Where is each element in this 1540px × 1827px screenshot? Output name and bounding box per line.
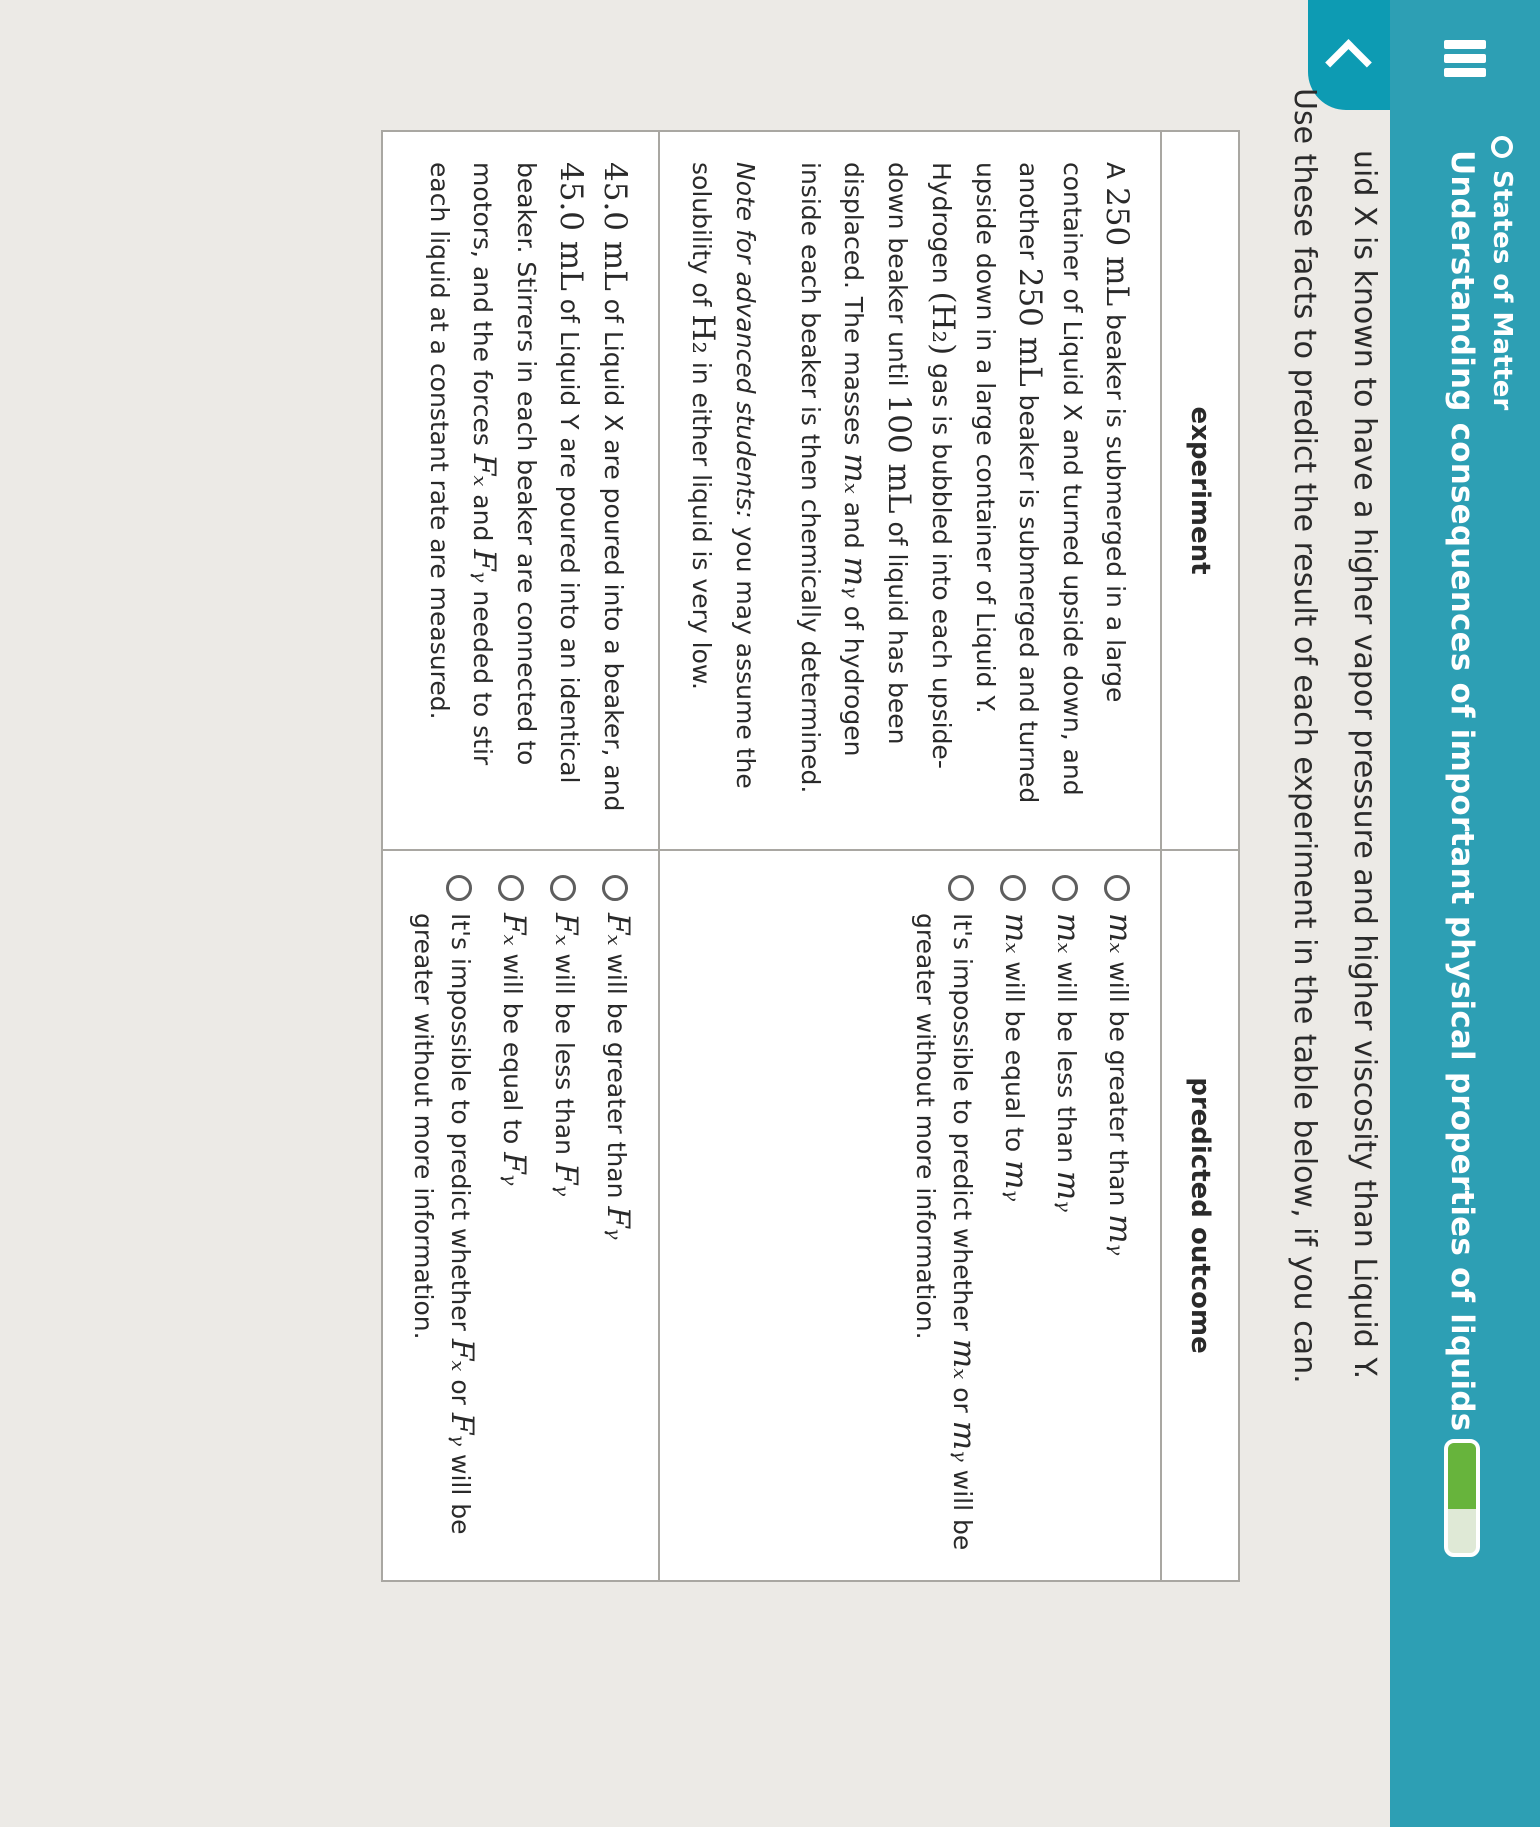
symbol: mₓ [1050,913,1086,954]
symbol: mᵧ [946,1420,982,1462]
breadcrumb-label: States of Matter [1487,170,1517,411]
answer-option[interactable] [598,875,636,1556]
option-label [1100,913,1138,1556]
progress-bar [1444,1439,1480,1557]
text: will be equal to [1000,953,1029,1161]
experiment-description [789,162,1138,819]
text: will be equal to [498,945,527,1153]
symbol: mₓ [946,1338,982,1380]
experiment-cell [382,131,659,850]
text: beaker is submerged in a large container of Liquid X and turned upside down, and another [1014,162,1130,796]
volume-value: 45.0 mL [553,162,589,291]
volume-value: 100 mL [881,394,917,514]
radio-button[interactable] [602,875,628,901]
text: will be greater than [602,945,631,1207]
text: will be greater without more information. [911,913,977,1551]
symbol-mx: mₓ [837,453,873,494]
symbol-my: mᵧ [837,556,873,598]
option-label [494,913,532,1556]
progress-fill [1448,1443,1476,1509]
column-header-experiment: experiment [1161,131,1239,850]
radio-button[interactable] [446,875,472,901]
symbol: mₓ [998,913,1034,954]
answer-options [405,875,636,1556]
text: of Liquid Y are poured into an identical beaker. Stirrers in each beaker are connected to motors, and the forces [468,162,584,784]
formula-h2: H₂ [685,314,721,354]
radio-button[interactable] [948,875,974,901]
radio-button[interactable] [498,875,524,901]
volume-value: 250 mL [1099,187,1135,307]
symbol: Fᵧ [444,1412,480,1447]
topic-dot-icon [1491,136,1513,158]
text: you may assume the solubility of [687,162,760,789]
text: of hydrogen inside each beaker is then chemically determined. [796,162,868,794]
symbol-fy: Fᵧ [466,549,502,583]
symbol: Fᵧ [496,1152,532,1186]
answer-option[interactable] [494,875,532,1556]
intro-text: uid X is known to have a higher vapor pressure and higher viscosity than Liquid Y. [1347,150,1382,1380]
text: will be less than [550,945,579,1163]
radio-button[interactable] [1052,875,1078,901]
page-title: Understanding consequences of important physical properties of liquids [1444,150,1480,1432]
volume-value: 45.0 mL [597,162,633,291]
answer-option[interactable] [546,875,584,1556]
text: will be greater than [1104,953,1133,1215]
column-header-outcome: predicted outcome [1161,850,1239,1581]
text: It's impossible to predict whether [446,913,475,1339]
menu-button[interactable] [1390,0,1540,118]
radio-button[interactable] [1104,875,1130,901]
text: It's impossible to predict whether [948,913,977,1339]
symbol: Fᵧ [548,1162,584,1197]
text: in either liquid is very low. [687,353,716,690]
text: and [839,493,868,557]
radio-button[interactable] [550,875,576,901]
advanced-note [680,162,767,819]
answer-option[interactable] [1048,875,1086,1556]
outcome-cell [659,850,1161,1581]
symbol-fx: Fₓ [466,453,502,487]
text: and [468,486,497,550]
symbol: mᵧ [998,1160,1034,1202]
note-label: Note for advanced students: [731,162,760,519]
option-label [405,913,480,1556]
symbol: Fₓ [444,1338,480,1372]
radio-button[interactable] [1000,875,1026,901]
answer-option[interactable] [1100,875,1138,1556]
option-label [996,913,1034,1556]
text: beaker is submerged and turned upside down in a large container of Liquid Y. Hydrogen [927,162,1043,804]
text: A [1101,162,1130,188]
option-label [907,913,982,1556]
option-label [598,913,636,1556]
option-label [1048,913,1086,1556]
symbol: Fᵧ [600,1206,636,1240]
text: of liquid has been displaced. The masses [839,162,912,745]
answer-option[interactable] [996,875,1034,1556]
formula-h2: (H₂) [925,291,961,356]
symbol: Fₓ [496,913,532,946]
volume-value: 250 mL [1012,267,1048,387]
top-bar [1390,0,1540,1827]
symbol: mₓ [1102,913,1138,954]
instruction-text: Use these facts to predict the result of each experiment in the table below, if you can. [1287,88,1322,1384]
text: of Liquid X are poured into a beaker, and [599,290,628,812]
symbol: Fₓ [600,913,636,946]
symbol: mᵧ [1102,1214,1138,1256]
symbol: Fₓ [548,913,584,946]
table-row [659,131,1161,1581]
answer-option[interactable] [907,875,982,1556]
answer-options [907,875,1138,1556]
text: gas is bubbled into each upside-down beaker until [883,162,956,769]
text: needed to stir each liquid at a constant rate are measured. [425,162,497,766]
breadcrumb[interactable] [1482,136,1522,410]
symbol: mᵧ [1050,1170,1086,1212]
hamburger-menu-icon [1444,40,1486,78]
table-row [382,131,659,1581]
experiment-table [381,130,1240,1582]
outcome-cell [382,850,659,1581]
experiment-cell [659,131,1161,850]
text: will be greater without more information. [409,913,475,1535]
text: will be less than [1052,953,1081,1171]
chevron-up-icon [1326,39,1373,86]
experiment-description [418,162,636,819]
option-label [546,913,584,1556]
answer-option[interactable] [405,875,480,1556]
text: or [948,1379,977,1421]
text: or [446,1371,475,1413]
